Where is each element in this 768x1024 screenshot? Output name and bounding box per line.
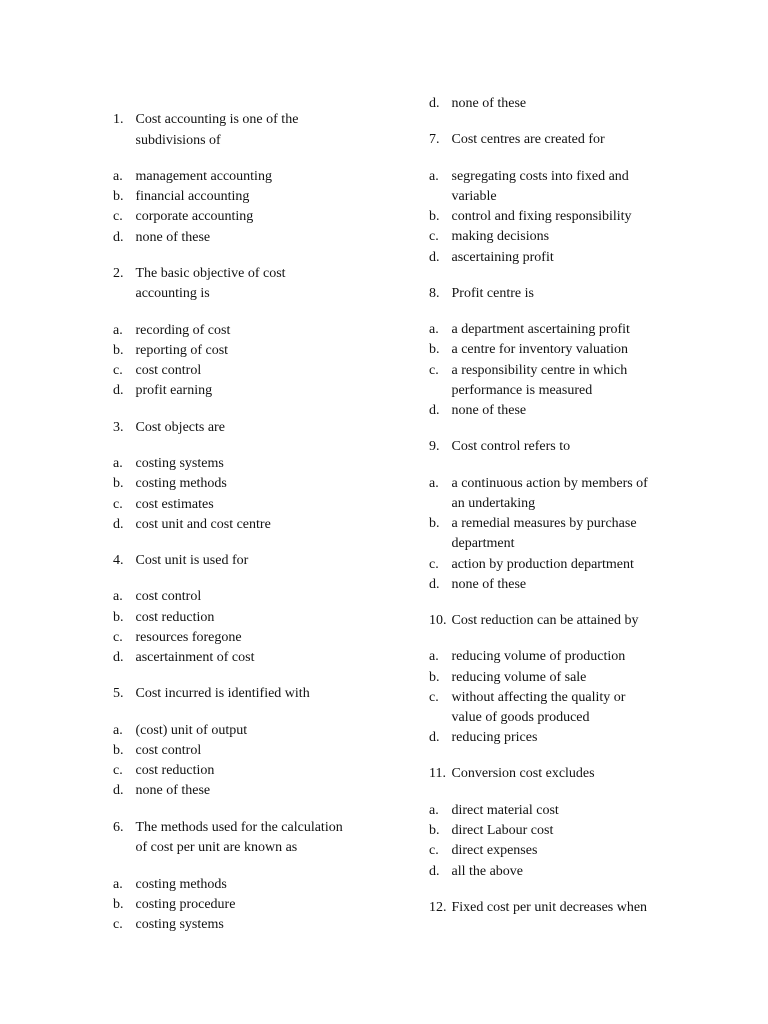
indent-spacer bbox=[113, 838, 136, 859]
question-text: The methods used for the calculation bbox=[135, 819, 343, 835]
option-letter: d. bbox=[429, 403, 440, 419]
question-stem-line bbox=[113, 818, 393, 839]
option-line bbox=[113, 187, 393, 207]
option-letter: c. bbox=[113, 363, 123, 379]
option-text: resources foregone bbox=[135, 629, 242, 645]
option-item bbox=[429, 862, 669, 882]
option-letter: a. bbox=[429, 802, 439, 818]
option-text: direct expenses bbox=[451, 843, 538, 859]
question-stem-line bbox=[429, 130, 669, 151]
option-letter: c. bbox=[429, 362, 439, 378]
question-stem bbox=[429, 130, 669, 151]
question-text: Fixed cost per unit decreases when bbox=[451, 899, 648, 915]
option-line bbox=[429, 668, 669, 688]
option-letter: c. bbox=[429, 229, 439, 245]
option-text: value of goods produced bbox=[451, 710, 590, 726]
option-letter: d. bbox=[429, 96, 440, 111]
option-text: a remedial measures by purchase bbox=[451, 516, 637, 532]
option-line bbox=[429, 514, 669, 534]
option-line bbox=[113, 381, 393, 401]
question-stem bbox=[113, 818, 393, 859]
question-number: 3. bbox=[113, 419, 124, 435]
option-item bbox=[113, 781, 393, 801]
option-text: reducing volume of sale bbox=[451, 669, 587, 685]
option-line bbox=[429, 708, 669, 728]
option-list bbox=[113, 721, 393, 802]
option-line bbox=[113, 915, 393, 935]
option-item bbox=[113, 648, 393, 668]
option-letter: a. bbox=[113, 322, 123, 338]
question-stem bbox=[429, 611, 669, 632]
option-line bbox=[113, 207, 393, 227]
option-line bbox=[113, 741, 393, 761]
question-2 bbox=[113, 264, 393, 402]
option-item bbox=[429, 668, 669, 688]
option-line bbox=[429, 728, 669, 748]
option-letter: d. bbox=[113, 516, 124, 532]
option-list bbox=[113, 875, 393, 936]
option-item bbox=[113, 474, 393, 494]
option-text: variable bbox=[451, 188, 497, 204]
question-number: 7. bbox=[429, 132, 440, 148]
question-text: Cost incurred is identified with bbox=[135, 686, 310, 702]
option-item bbox=[429, 575, 669, 595]
option-text: making decisions bbox=[451, 229, 550, 245]
question-stem-line bbox=[113, 131, 393, 152]
option-item bbox=[429, 728, 669, 748]
option-text: none of these bbox=[451, 403, 527, 419]
option-text: none of these bbox=[451, 576, 527, 592]
option-letter: b. bbox=[429, 823, 440, 839]
option-text: cost estimates bbox=[135, 496, 214, 512]
question-10 bbox=[429, 611, 669, 749]
option-letter: a. bbox=[429, 649, 439, 665]
option-item bbox=[113, 495, 393, 515]
option-line bbox=[429, 187, 669, 207]
option-letter: d. bbox=[113, 229, 124, 245]
question-text: Cost unit is used for bbox=[135, 552, 249, 568]
question-text: of cost per unit are known as bbox=[135, 840, 298, 856]
option-letter: c. bbox=[113, 209, 123, 225]
option-list bbox=[429, 320, 669, 421]
indent-spacer bbox=[429, 494, 452, 514]
option-line bbox=[113, 628, 393, 648]
option-line bbox=[429, 494, 669, 514]
option-list bbox=[429, 801, 669, 882]
option-letter: a. bbox=[113, 589, 123, 605]
option-letter: b. bbox=[113, 476, 124, 492]
option-item bbox=[429, 340, 669, 360]
question-text: Cost accounting is one of the bbox=[135, 112, 299, 127]
question-text: Cost objects are bbox=[135, 419, 225, 435]
question-stem bbox=[429, 437, 669, 458]
option-letter: c. bbox=[429, 556, 439, 572]
question-stem-line bbox=[429, 284, 669, 305]
option-letter: a. bbox=[429, 322, 439, 338]
option-text: none of these bbox=[135, 783, 211, 799]
question-stem-line bbox=[113, 284, 393, 305]
question-8 bbox=[429, 284, 669, 422]
question-stem bbox=[113, 551, 393, 572]
option-letter: d. bbox=[113, 783, 124, 799]
question-1 bbox=[113, 110, 393, 248]
option-item bbox=[113, 228, 393, 248]
question-3 bbox=[113, 418, 393, 535]
option-line bbox=[429, 207, 669, 227]
option-text: reducing prices bbox=[451, 730, 538, 746]
question-stem-line bbox=[429, 898, 669, 919]
continued-option-item bbox=[429, 94, 669, 114]
question-number: 2. bbox=[113, 265, 124, 281]
option-item bbox=[429, 688, 669, 728]
indent-spacer bbox=[429, 534, 452, 554]
option-letter: c. bbox=[429, 843, 439, 859]
option-item bbox=[429, 841, 669, 861]
option-letter: d. bbox=[113, 383, 124, 399]
option-line bbox=[429, 821, 669, 841]
option-line bbox=[429, 862, 669, 882]
option-text: cost control bbox=[135, 363, 202, 379]
option-letter: d. bbox=[113, 650, 124, 666]
option-line bbox=[429, 401, 669, 421]
option-text: a centre for inventory valuation bbox=[451, 342, 628, 358]
question-text: Cost centres are created for bbox=[451, 132, 605, 148]
question-stem-line bbox=[113, 418, 393, 439]
option-letter: b. bbox=[113, 896, 124, 912]
option-letter: b. bbox=[113, 742, 124, 758]
option-text: all the above bbox=[451, 863, 524, 879]
option-item bbox=[429, 514, 669, 554]
option-text: none of these bbox=[135, 229, 211, 245]
option-line bbox=[113, 875, 393, 895]
option-letter: b. bbox=[113, 609, 124, 625]
option-item bbox=[113, 515, 393, 535]
option-text: cost control bbox=[135, 742, 202, 758]
option-letter: a. bbox=[429, 475, 439, 491]
option-text: cost control bbox=[135, 589, 202, 605]
option-letter: c. bbox=[429, 689, 439, 705]
option-text: none of these bbox=[451, 96, 527, 111]
question-number: 8. bbox=[429, 285, 440, 301]
option-text: direct material cost bbox=[451, 802, 559, 818]
option-letter: b. bbox=[113, 343, 124, 359]
question-stem-line bbox=[113, 264, 393, 285]
question-stem bbox=[113, 264, 393, 305]
option-list bbox=[429, 167, 669, 268]
option-letter: a. bbox=[429, 168, 439, 184]
question-stem-line bbox=[429, 611, 669, 632]
option-item bbox=[113, 341, 393, 361]
option-item bbox=[429, 821, 669, 841]
question-stem bbox=[113, 110, 393, 151]
option-letter: a. bbox=[113, 456, 123, 472]
question-text: Cost reduction can be attained by bbox=[451, 612, 639, 628]
option-letter: d. bbox=[429, 576, 440, 592]
option-line bbox=[429, 841, 669, 861]
question-text: Conversion cost excludes bbox=[451, 766, 595, 782]
question-number: 11. bbox=[429, 766, 446, 782]
indent-spacer bbox=[429, 381, 452, 401]
option-line bbox=[113, 781, 393, 801]
option-item bbox=[113, 915, 393, 935]
option-item bbox=[113, 628, 393, 648]
option-line bbox=[429, 320, 669, 340]
option-text: action by production department bbox=[451, 556, 634, 572]
option-line bbox=[429, 340, 669, 360]
option-text: costing procedure bbox=[135, 896, 236, 912]
question-stem-line bbox=[113, 838, 393, 859]
option-line bbox=[429, 94, 669, 114]
option-text: direct Labour cost bbox=[451, 823, 554, 839]
option-line bbox=[113, 608, 393, 628]
option-line bbox=[429, 167, 669, 187]
option-line bbox=[429, 801, 669, 821]
option-item bbox=[429, 320, 669, 340]
question-text: accounting is bbox=[135, 286, 210, 302]
option-list bbox=[113, 454, 393, 535]
option-item bbox=[113, 207, 393, 227]
question-stem bbox=[113, 684, 393, 705]
option-letter: c. bbox=[113, 496, 123, 512]
option-item bbox=[113, 741, 393, 761]
option-item bbox=[429, 647, 669, 667]
question-stem bbox=[429, 764, 669, 785]
option-text: cost unit and cost centre bbox=[135, 516, 271, 532]
option-letter: a. bbox=[113, 169, 123, 184]
question-text: Cost control refers to bbox=[451, 439, 571, 455]
option-line bbox=[113, 454, 393, 474]
option-item bbox=[113, 381, 393, 401]
option-line bbox=[429, 474, 669, 494]
option-text: reducing volume of production bbox=[451, 649, 626, 665]
option-text: costing methods bbox=[135, 876, 227, 892]
option-letter: c. bbox=[113, 629, 123, 645]
question-stem bbox=[429, 284, 669, 305]
question-stem bbox=[429, 898, 669, 919]
question-text: subdivisions of bbox=[135, 132, 221, 148]
indent-spacer bbox=[429, 187, 452, 207]
question-text: The basic objective of cost bbox=[135, 265, 286, 281]
option-line bbox=[113, 341, 393, 361]
option-item bbox=[429, 207, 669, 227]
option-line bbox=[429, 688, 669, 708]
option-item bbox=[113, 454, 393, 474]
option-item bbox=[113, 721, 393, 741]
option-item bbox=[429, 801, 669, 821]
option-list bbox=[429, 647, 669, 748]
option-item bbox=[113, 361, 393, 381]
option-text: financial accounting bbox=[135, 189, 250, 205]
option-item bbox=[429, 167, 669, 207]
option-line bbox=[113, 761, 393, 781]
option-text: costing methods bbox=[135, 476, 227, 492]
option-text: corporate accounting bbox=[135, 209, 254, 225]
option-text: reporting of cost bbox=[135, 343, 229, 359]
option-item bbox=[113, 895, 393, 915]
option-text: a department ascertaining profit bbox=[451, 322, 630, 338]
option-text: cost reduction bbox=[135, 609, 215, 625]
option-text: a responsibility centre in which bbox=[451, 362, 628, 378]
question-stem-line bbox=[429, 437, 669, 458]
option-letter: b. bbox=[429, 209, 440, 225]
option-list bbox=[113, 321, 393, 402]
option-text: recording of cost bbox=[135, 322, 231, 338]
option-line bbox=[429, 575, 669, 595]
option-text: performance is measured bbox=[451, 382, 593, 398]
option-line bbox=[429, 555, 669, 575]
question-4 bbox=[113, 551, 393, 668]
question-7 bbox=[429, 130, 669, 268]
option-letter: c. bbox=[113, 916, 123, 932]
question-number: 12. bbox=[429, 899, 447, 915]
question-number: 9. bbox=[429, 439, 440, 455]
option-letter: d. bbox=[429, 863, 440, 879]
question-stem-line bbox=[429, 764, 669, 785]
option-text: department bbox=[451, 536, 515, 552]
option-letter: b. bbox=[113, 189, 124, 205]
question-12 bbox=[429, 898, 669, 919]
question-number: 4. bbox=[113, 552, 124, 568]
indent-spacer bbox=[113, 131, 136, 152]
option-line bbox=[429, 248, 669, 268]
left-column bbox=[113, 110, 393, 951]
question-stem-line bbox=[113, 684, 393, 705]
question-number: 1. bbox=[113, 112, 124, 127]
option-line bbox=[429, 361, 669, 381]
option-text: segregating costs into fixed and bbox=[451, 168, 629, 184]
question-5 bbox=[113, 684, 393, 801]
option-line bbox=[113, 361, 393, 381]
option-line bbox=[113, 587, 393, 607]
option-item bbox=[429, 248, 669, 268]
option-text: management accounting bbox=[135, 169, 272, 184]
right-column bbox=[429, 94, 669, 934]
option-text: costing systems bbox=[135, 456, 224, 472]
indent-spacer bbox=[429, 708, 452, 728]
option-line bbox=[113, 515, 393, 535]
option-item bbox=[429, 401, 669, 421]
option-text: ascertaining profit bbox=[451, 249, 554, 265]
option-item bbox=[113, 608, 393, 628]
question-9 bbox=[429, 437, 669, 595]
option-item bbox=[113, 761, 393, 781]
option-text: without affecting the quality or bbox=[451, 689, 626, 705]
option-letter: b. bbox=[429, 669, 440, 685]
question-stem-line bbox=[113, 551, 393, 572]
option-line bbox=[113, 474, 393, 494]
option-letter: d. bbox=[429, 730, 440, 746]
question-stem bbox=[113, 418, 393, 439]
question-text: Profit centre is bbox=[451, 285, 534, 301]
question-number: 5. bbox=[113, 686, 124, 702]
option-item bbox=[429, 555, 669, 575]
question-6 bbox=[113, 818, 393, 936]
option-line bbox=[113, 321, 393, 341]
question-stem-line bbox=[113, 110, 393, 131]
option-text: cost reduction bbox=[135, 763, 215, 779]
option-text: (cost) unit of output bbox=[135, 722, 248, 738]
question-number: 6. bbox=[113, 819, 124, 835]
option-text: costing systems bbox=[135, 916, 224, 932]
question-11 bbox=[429, 764, 669, 881]
option-letter: d. bbox=[429, 249, 440, 265]
option-text: profit earning bbox=[135, 383, 213, 399]
option-line bbox=[429, 647, 669, 667]
option-line bbox=[113, 167, 393, 187]
option-item bbox=[429, 474, 669, 514]
option-list bbox=[113, 587, 393, 668]
option-letter: b. bbox=[429, 342, 440, 358]
question-number: 10. bbox=[429, 612, 447, 628]
option-letter: b. bbox=[429, 516, 440, 532]
option-line bbox=[429, 534, 669, 554]
option-text: ascertainment of cost bbox=[135, 650, 255, 666]
indent-spacer bbox=[113, 284, 136, 305]
option-line bbox=[113, 648, 393, 668]
option-letter: c. bbox=[113, 763, 123, 779]
option-text: an undertaking bbox=[451, 495, 536, 511]
option-item bbox=[113, 587, 393, 607]
option-text: a continuous action by members of bbox=[451, 475, 648, 491]
option-list bbox=[429, 474, 669, 595]
option-line bbox=[113, 895, 393, 915]
option-item bbox=[113, 167, 393, 187]
option-list bbox=[113, 167, 393, 248]
option-letter: a. bbox=[113, 876, 123, 892]
option-text: control and fixing responsibility bbox=[451, 209, 632, 225]
option-line bbox=[429, 227, 669, 247]
option-line bbox=[113, 495, 393, 515]
option-item bbox=[113, 321, 393, 341]
option-item bbox=[429, 361, 669, 401]
option-letter: a. bbox=[113, 722, 123, 738]
option-line bbox=[429, 381, 669, 401]
option-line bbox=[113, 721, 393, 741]
option-item bbox=[429, 227, 669, 247]
option-line bbox=[113, 228, 393, 248]
option-item bbox=[113, 875, 393, 895]
option-item bbox=[113, 187, 393, 207]
